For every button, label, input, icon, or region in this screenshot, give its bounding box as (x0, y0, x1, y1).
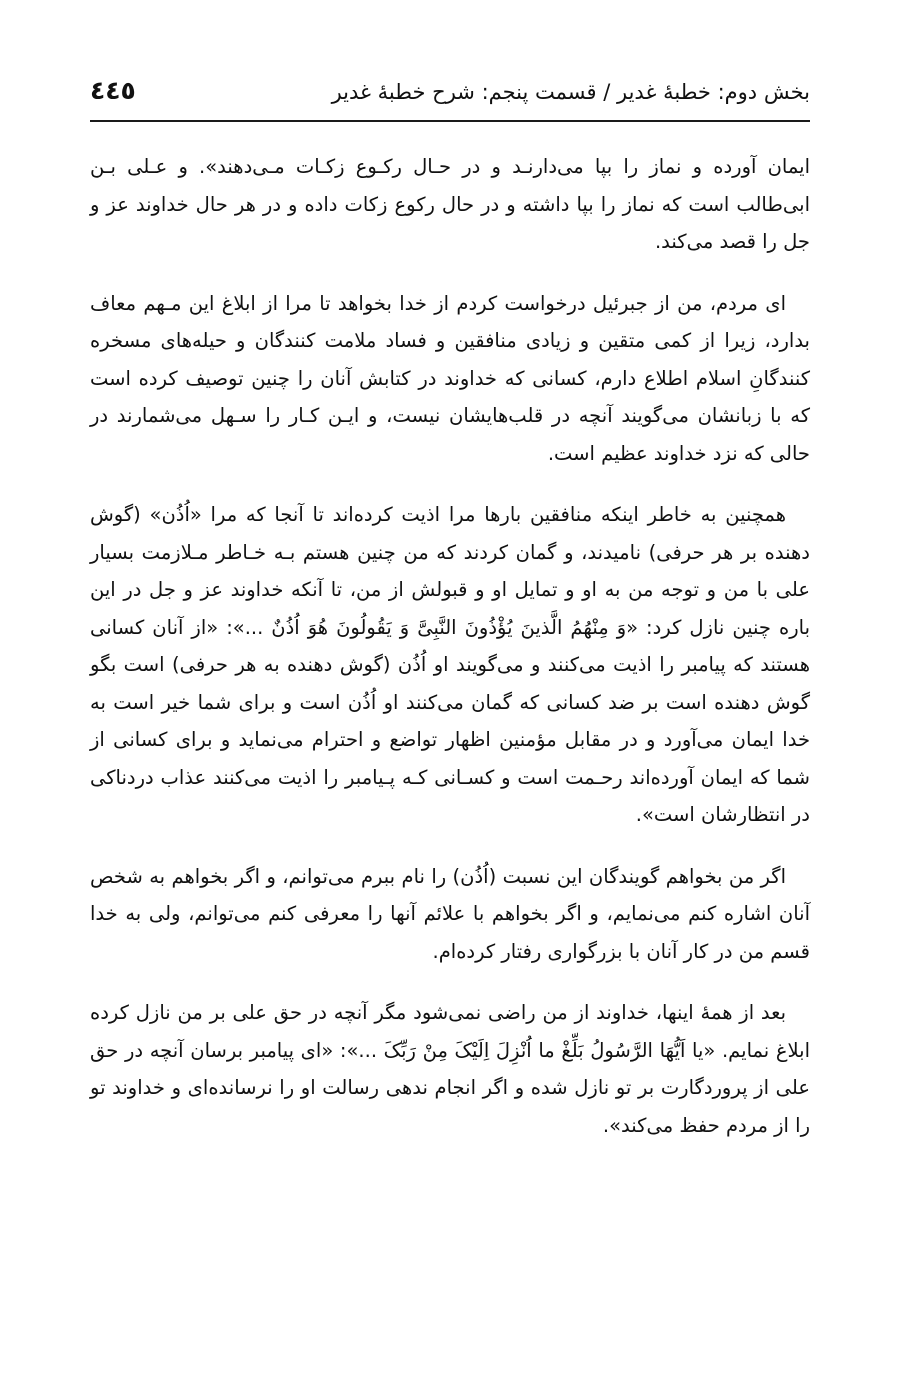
paragraph-1: ایمان آورده و نماز را بپا می‌دارنـد و در حـال رکـوع زکـات مـی‌دهند». و عـلی بـن ابی‌طالب است که نماز را بپا داشته و در حال رکوع زکات داده و در هر حال خداوند عز و جل را قصد می‌کند. (90, 155, 810, 253)
paragraph-4: اگر من بخواهم گویندگان این نسبت (اُذُن) را نام ببرم می‌توانم، و اگر بخواهم به شخص آنان اشاره کنم می‌نمایم، و اگر بخواهم با علائم آنها را معرفی کنم می‌توانم، ولی به خدا قسم من در کار آنان با بزرگواری رفتار کرده‌ام. (90, 864, 810, 963)
paragraph-2: ای مردم، من از جبرئیل درخواست کردم از خدا بخواهد تا مرا از ابلاغ این مـهم معاف بدارد، زیرا از کمی متقین و زیادی منافقین و فساد ملامت کنندگان و حیله‌های مسخره کنندگانِ اسلام اطلاع دارم، کسانی که خداوند در کتابش آنان را چنین توصیف کرده است که با زبانشان می‌گویند آنچه در قلب‌هایشان نیست، و ایـن کـار را سـهل می‌شمارند در حالی که نزد خداوند عظیم است. (90, 291, 810, 465)
page-number: ٤٤٥ (90, 76, 136, 105)
book-page (90, 60, 810, 1360)
running-header (90, 60, 810, 122)
paragraph-3: همچنین به خاطر اینکه منافقین بارها مرا اذیت کرده‌اند تا آنجا که مرا «اُذُن» (گوش دهنده بر هر حرفی) نامیدند، و گمان کردند که من چنین هستم بـه خـاطر مـلازمت بسیار علی با من و توجه من به او و تمایل او و قبولش از من، تا آنکه خداوند عز و جل در این باره چنین نازل کرد: «وَ مِنْهُمُ الَّذینَ یُؤْذُونَ النَّبِیَّ وَ یَقُولُونَ هُوَ اُذُنٌ ...»: «از آنان کسانی هستند که پیامبر را اذیت می‌کنند و می‌گویند او اُذُن (گوش دهنده به هر حرفی) است بگو گوش دهنده است بر ضد کسانی که گمان می‌کنند او اُذُن است و برای شما خیر است به خدا ایمان می‌آورد و در مقابل مؤمنین اظهار تواضع و احترام می‌نماید و برای کسانی از شما که ایمان آورده‌اند رحـمت است و کسـانی کـه پـیامبر را اذیت می‌کنند عذاب دردناکی در انتظارشان است». (90, 503, 810, 826)
paragraph-5: بعد از همهٔ اینها، خداوند از من راضی نمی‌شود مگر آنچه در حق علی بر من نازل کرده ابلاغ نمایم. «یا اَیُّهَا الرَّسُولُ بَلِّغْ ما اُنْزِلَ اِلَیْکَ مِنْ رَبِّکَ ...»: «ای پیامبر برسان آنچه در حق علی از پروردگارت بر تو نازل شده و اگر انجام ندهی رسالت او را نرسانده‌ای و خداوند تو را از مردم حفظ می‌کند». (90, 1001, 810, 1137)
body-text (90, 148, 810, 1144)
header-title: بخش دوم: خطبهٔ غدیر / قسمت پنجم: شرح خطبهٔ غدیر (331, 80, 810, 104)
